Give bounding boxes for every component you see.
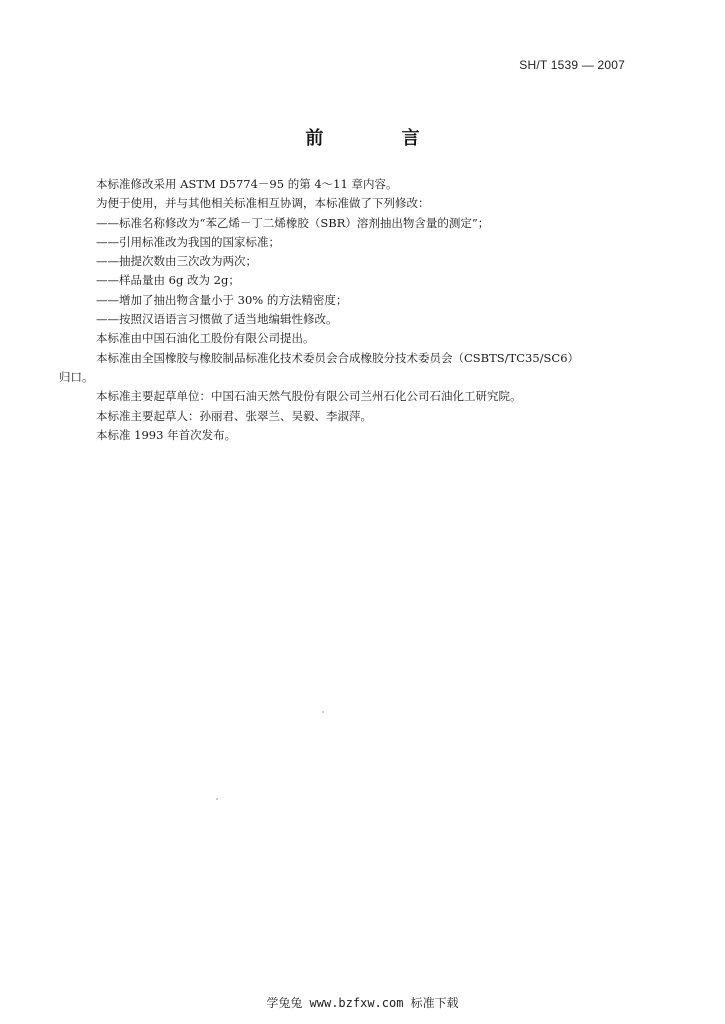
list-item: ——样品量由 6g 改为 2g； bbox=[96, 273, 240, 288]
scan-speck bbox=[322, 711, 324, 713]
paragraph: 本标准修改采用 ASTM D5774－95 的第 4～11 章内容。 bbox=[96, 177, 398, 191]
page-title: 前 言 bbox=[305, 128, 456, 149]
preface-body bbox=[59, 175, 656, 445]
paragraph: 为便于使用，并与其他相关标准相互协调，本标准做了下列修改： bbox=[96, 196, 430, 211]
standard-code: SH/T 1539 — 2007 bbox=[519, 58, 625, 72]
paragraph-continuation: 归口。 bbox=[59, 369, 94, 384]
list-item: ——增加了抽出物含量小于 30% 的方法精密度； bbox=[96, 292, 348, 307]
paragraph: 本标准 1993 年首次发布。 bbox=[96, 427, 237, 442]
paragraph: 本标准由全国橡胶与橡胶制品标准化技术委员会合成橡胶分技术委员会（CSBTS/TC35/SC6） bbox=[96, 350, 580, 365]
footer-watermark: 学兔兔 www.bzfxw.com 标准下载 bbox=[266, 996, 459, 1010]
paragraph: 本标准主要起草单位：中国石油天然气股份有限公司兰州石化公司石油化工研究院。 bbox=[96, 389, 522, 404]
list-item: ——抽提次数由三次改为两次； bbox=[96, 254, 257, 269]
list-item: ——引用标准改为我国的国家标准； bbox=[96, 234, 280, 249]
scan-speck bbox=[216, 798, 218, 800]
paragraph: 本标准主要起草人：孙丽君、张翠兰、吴毅、李淑萍。 bbox=[96, 408, 372, 423]
list-item: ——按照汉语语言习惯做了适当地编辑性修改。 bbox=[96, 312, 338, 327]
paragraph: 本标准由中国石油化工股份有限公司提出。 bbox=[96, 331, 315, 346]
list-item: ——标准名称修改为“苯乙烯－丁二烯橡胶（SBR）溶剂抽出物含量的测定”； bbox=[96, 215, 490, 230]
